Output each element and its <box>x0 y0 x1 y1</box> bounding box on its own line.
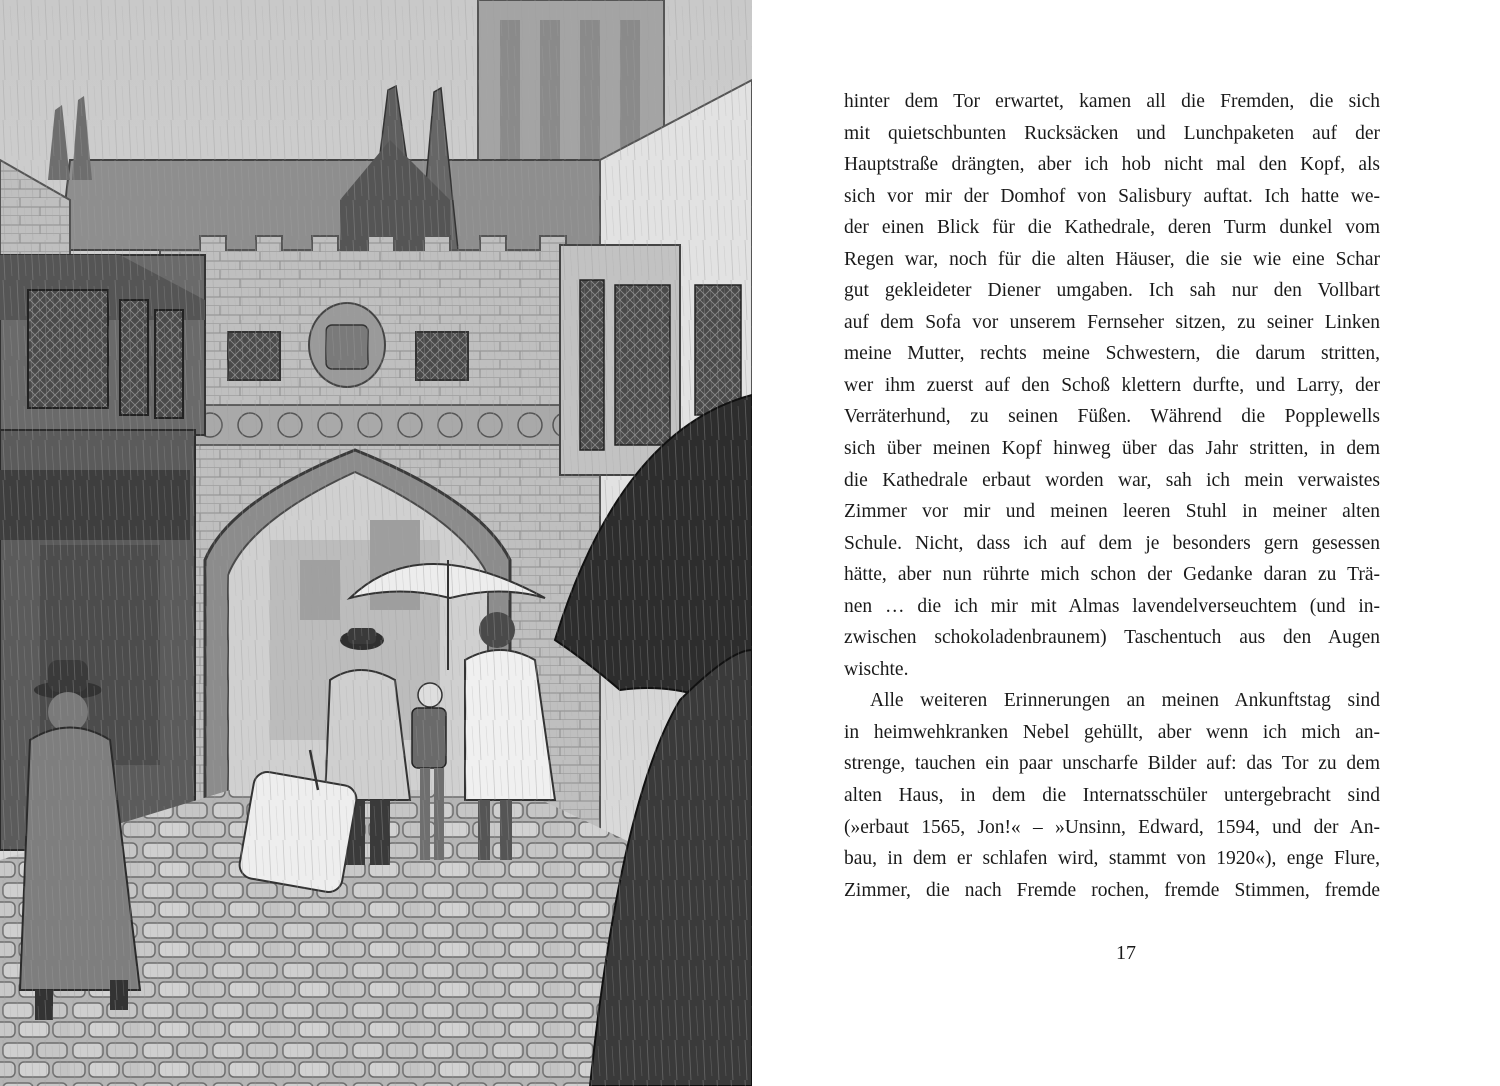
text-line: der einen Blick für die Kathedrale, deren Turm dunkel vom <box>844 217 1380 239</box>
text-line: hätte, aber nun rührte mich schon der Gedanke daran zu Trä- <box>844 564 1380 586</box>
text-line: Hauptstraße drängten, aber ich hob nicht mal den Kopf, als <box>844 154 1380 176</box>
text-line: mit quietschbunten Rucksäcken und Lunchpaketen auf der <box>844 122 1380 144</box>
text-line: gut gekleideter Diener umgaben. Ich sah nur den Vollbart <box>844 280 1380 302</box>
text-line: wer ihm zuerst auf den Schoß klettern durfte, und Larry, der <box>844 374 1380 396</box>
text-line: sich über meinen Kopf hinweg über das Jahr stritten, in dem <box>844 438 1380 460</box>
paragraph <box>844 685 1380 906</box>
text-line: die Kathedrale erbaut worden war, sah ich mein verwaistes <box>844 469 1380 491</box>
text-line: strenge, tauchen ein paar unscharfe Bilder auf: das Tor zu dem <box>844 753 1380 775</box>
text-line: alten Haus, in dem die Internatsschüler untergebracht sind <box>844 785 1380 807</box>
text-line: wischte. <box>844 658 909 680</box>
text-line: nen … die ich mir mit Almas lavendelverseuchtem (und in- <box>844 595 1380 617</box>
text-line: zwischen schokoladenbraunem) Taschentuch aus den Augen <box>844 627 1380 649</box>
text-line: Regen war, noch für die alten Häuser, die sie wie eine Schar <box>844 248 1380 270</box>
text-line: auf dem Sofa vor unserem Fernseher sitzen, zu seiner Linken <box>844 311 1380 333</box>
text-line: Zimmer, die nach Fremde rochen, fremde Stimmen, fremde <box>844 879 1380 901</box>
text-line: (»erbaut 1565, Jon!« – »Unsinn, Edward, 1594, und der An- <box>844 816 1380 838</box>
text-line: Zimmer vor mir und meinen leeren Stuhl in meiner alten <box>844 501 1380 523</box>
text-page <box>752 0 1500 1086</box>
text-line: bau, in dem er schlafen wird, stammt von 1920«), enge Flure, <box>844 848 1380 870</box>
text-line: meine Mutter, rechts meine Schwestern, die darum stritten, <box>844 343 1380 365</box>
text-line: Verräterhund, zu seinen Füßen. Während die Popplewells <box>844 406 1380 428</box>
text-line: hinter dem Tor erwartet, kamen all die Fremden, die sich <box>844 91 1380 112</box>
page-number: 17 <box>1116 942 1136 964</box>
body-text <box>844 86 1380 906</box>
text-line: Alle weiteren Erinnerungen an meinen Ankunftstag sind <box>870 690 1380 712</box>
text-line: sich vor mir der Domhof von Salisbury auftat. Ich hatte we- <box>844 185 1380 207</box>
text-line: in heimwehkranken Nebel gehüllt, aber wenn ich mich an- <box>844 721 1380 743</box>
text-line: Schule. Nicht, dass ich auf dem je besonders gern gesessen <box>844 532 1380 554</box>
paragraph <box>844 86 1380 685</box>
